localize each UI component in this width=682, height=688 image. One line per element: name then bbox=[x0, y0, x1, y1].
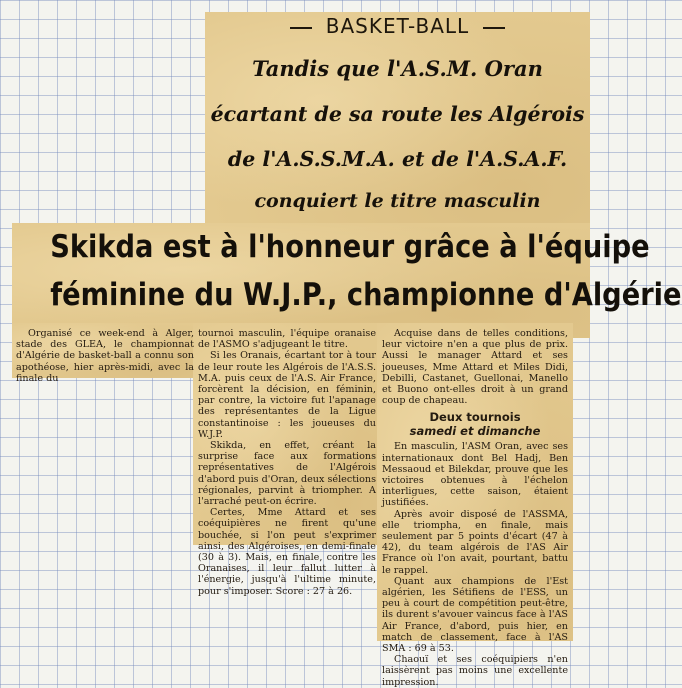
left-rule bbox=[290, 27, 312, 29]
middle-column bbox=[198, 328, 376, 597]
middle-paragraph-3: Skikda, en effet, créant la surprise face aux formations représentatives de l'Algérois d'abord puis d'Oran, deux sélections régionales, parvint à triompher. A l'arraché peut-on écrire. bbox=[198, 440, 376, 508]
subheading bbox=[382, 410, 568, 438]
section-label-text: BASKET-BALL bbox=[325, 14, 470, 38]
right-intro-paragraph: Acquise dans de telles conditions, leur victoire n'en a que plus de prix. Aussi le manager Attard et ses joueuses, Mme Attard et Miles Didi, Debilli, Castanet, Guellonai, Manello et Buono ont-elles droit à un grand coup de chapeau. bbox=[382, 328, 568, 407]
lead-paragraph bbox=[16, 328, 194, 384]
middle-paragraph-4: Certes, Mme Attard et ses coéquipières ne firent qu'une bouchée, si l'on peut s'exprimer ainsi, des Algéroises, en demi-finale (30 à 3). Mais, en finale, contre les Oranaises, il leur fallut lutter à l'énergie, jusqu'à l'ultime minute, pour s'imposer. Score : 27 à 26. bbox=[198, 507, 376, 597]
main-headline-line-2: féminine du W.J.P., championne d'Algérie bbox=[50, 277, 682, 313]
headline-line-2: écartant de sa route les Algérois bbox=[210, 102, 585, 126]
subheading-line-1: Deux tournois bbox=[429, 410, 521, 425]
headline-line-4: conquiert le titre masculin bbox=[254, 190, 541, 212]
right-paragraph-1: En masculin, l'ASM Oran, avec ses internationaux dont Bel Hadj, Ben Messaoud et Bilekdar, prouve que les victoires obtenues à l'échelon interligues, cette saison, étaient justifiées. bbox=[382, 441, 568, 509]
middle-paragraph-2: Si les Oranais, écartant tor à tour de leur route les Algérois de l'A.S.S. M.A. puis ceux de l'A.S. Air France, forcèrent la décision, en féminin, par contre, la victoire fut l'apanage des représentantes de la Ligue constantinoise : les joueuses du W.J.P. bbox=[198, 350, 376, 440]
section-label bbox=[205, 14, 590, 38]
main-headline-line-1: Skikda est à l'honneur grâce à l'équipe bbox=[50, 229, 650, 265]
right-paragraph-3: Quant aux champions de l'Est algérien, les Sétifiens de l'ESS, un peu à court de compétition peut-être, ils durent s'avouer vaincus face à l'AS Air France, d'abord, puis hier, en match de classement, face à l'AS SMA : 69 à 53. bbox=[382, 575, 568, 655]
lead-text: Organisé ce week-end à Alger, stade des GLEA, le championnat d'Algérie de basket-ball a connu son apothéose, hier après-midi, avec la finale du bbox=[16, 328, 194, 384]
middle-paragraph-1: tournoi masculin, l'équipe oranaise de l'ASMO s'adjugeant le titre. bbox=[198, 328, 376, 351]
subheading-line-2: samedi et dimanche bbox=[409, 424, 541, 439]
right-paragraph-2: Après avoir disposé de l'ASSMA, elle triompha, en finale, mais seulement par 5 points d'écart (47 à 42), du team algérois de l'AS Air France où l'on avait, pourtant, battu le rappel. bbox=[382, 508, 568, 576]
headline-line-3: de l'A.S.S.M.A. et de l'A.S.A.F. bbox=[227, 147, 568, 171]
right-column bbox=[382, 328, 568, 688]
right-rule bbox=[483, 27, 505, 29]
right-paragraph-4: Chaouï et ses coéquipiers n'en laissèrent pas moins une excellente impression. bbox=[382, 654, 568, 688]
headline-line-1: Tandis que l'A.S.M. Oran bbox=[252, 56, 543, 81]
